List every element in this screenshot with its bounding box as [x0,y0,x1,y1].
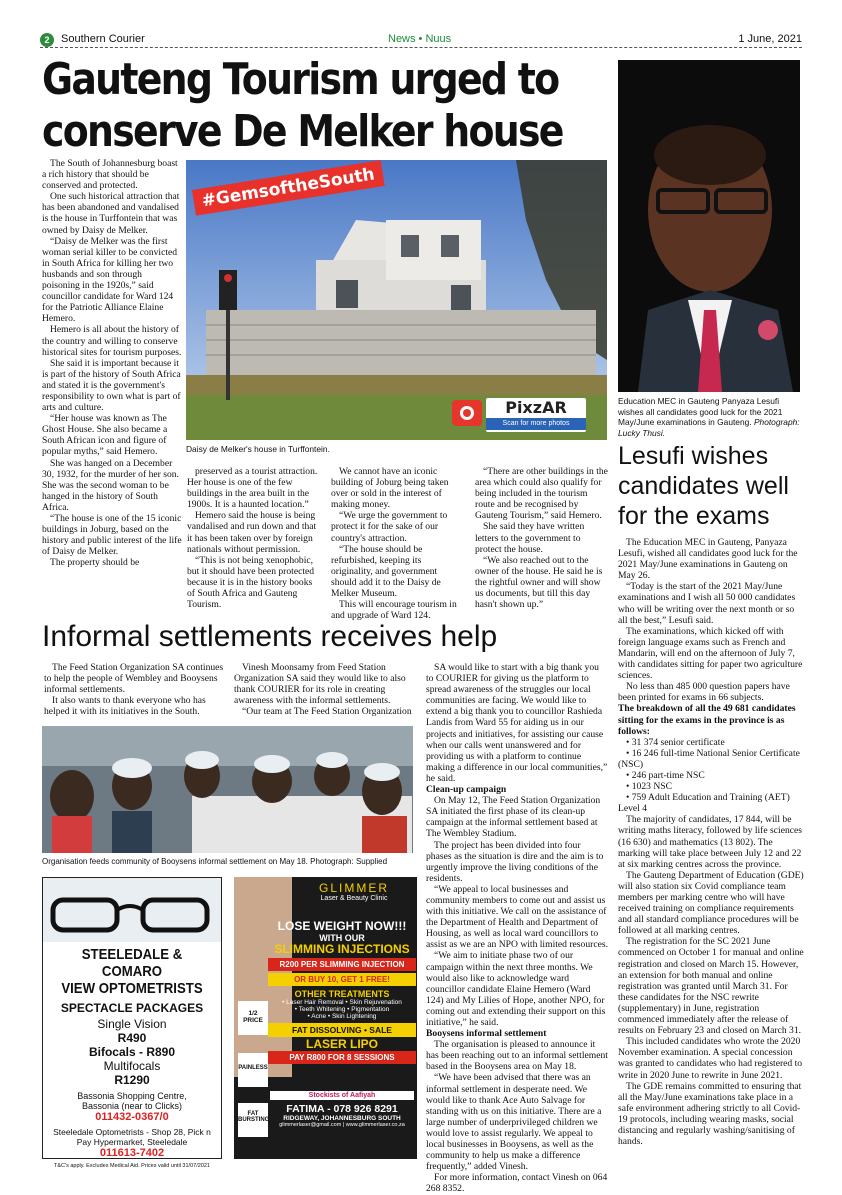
paragraph: The Gauteng Department of Education (GDE) will also station six Covid compliance team members per marking centre who will have received training on compliance requirements and all standard compliance procedures will be followed at all marking centres. [618,869,804,937]
paragraph: “We have been advised that there was an informal settlement in desperate need. We would like to thank Ace Auto Salvage for standing with us on this initiative. There are a large number of underprivileged children we would love to assist regularly. We appeal to local businesses in Booysens, as well as the community to help us make a difference frequently,” added Vinesh. [426,1072,602,1173]
subheading: Booysens informal settlement [426,1028,547,1040]
paragraph: The organisation is pleased to announce it has been reaching out to an informal settlement based in the Booysens area on May 18. [426,1039,608,1073]
glimmer-brand-sub: Laser & Beauty Clinic [320,895,388,902]
glimmer-brand: GLIMMER [318,881,389,895]
glimmer-fat-dissolving: FAT DISSOLVING • SALE [268,1023,416,1037]
glimmer-pay-line: PAY R800 FOR 8 SESSIONS [268,1051,416,1064]
glasses-image [43,878,221,942]
multifocals-price: R1290 [114,1073,150,1087]
paragraph: “Today is the start of the 2021 May/June examinations and I wish all 50 000 candidates who will be writing over the next month or so all the best,” Lesufi said. [618,581,796,626]
paragraph: “The house is one of the 15 iconic buildings in Joburg, based on the history and public interest of the life of Daisy de Melker. [42,513,182,558]
informal-headline: Informal settlements receives help [42,620,498,653]
single-vision-label: Single Vision [97,1017,167,1031]
paragraph: Hemero said the house is being vandalised and run down and that it has been taken over by foreign nationals without permission. [187,510,317,555]
feeding-photo-caption: Organisation feeds community of Booysens informal settlement on May 18. Photograph: Supplied [42,857,388,866]
optometrist-title1: STEELEDALE & COMARO [81,946,183,980]
issue-date: 1 June, 2021 [738,33,802,45]
paragraph: It also wants to thank everyone who has helped it with its initiatives in the South. [44,695,206,718]
breakdown-item: • 759 Adult Education and Training (AET) Level 4 [618,792,790,815]
paragraph: “We urge the government to protect it for the sake of our country's attraction. [331,510,448,544]
paragraph: Hemero is all about the history of the country and willing to conserve historical sites for tourism purposes. [42,324,182,358]
glimmer-price-line: R200 PER SLIMMING INJECTION [268,958,416,971]
feeding-illustration [42,726,413,853]
glimmer-laser-lipo: LASER LIPO [305,1037,378,1051]
main-headline: Gauteng Tourism urged to conserve De Melker house [42,54,563,157]
spectacle-packages: SPECTACLE PACKAGES [60,1001,204,1015]
paragraph: This included candidates who wrote the 2020 November examination. A special concession was granted to candidates who had registered to write in 2020 June to rewrite in June 2021. [618,1036,803,1081]
main-article-col2 [187,466,321,612]
bifocals-price: Bifocals - R890 [88,1045,176,1059]
informal-col3 [426,662,608,1195]
breakdown-item: • 1023 NSC [626,781,673,793]
informal-col1 [44,662,224,722]
glimmer-contact[interactable]: FATIMA - 078 926 8291 [286,1103,398,1115]
paragraph: SA would like to start with a big thank you to COURIER for giving us the platform to spread awareness of the struggles our local communities are facing. We would like to extend a big thank you to councillor Rashieda Landis from Ward 55 for aiding us in our projects and initiatives, for assisting our cause when our calls went unanswered and for providing us with a platform to continue making a difference in our local communities,” he said. [426,662,608,784]
paragraph: This will encourage tourism in and upgrade of Ward 124. [331,599,457,622]
side-headline: Lesufi wishes candidates well for the exams [618,442,789,530]
paragraph: “We aim to initiate phase two of our campaign within the next three months. We would also like to acknowledge ward councillor candidate Elaine Hemero (Ward 124) and My Lilies of Hope, another NPO, for coming out and extending their support on this initiative,” he said. [426,950,606,1028]
portrait-illustration [618,60,800,392]
optometrist-title2: VIEW OPTOMETRISTS [61,980,203,997]
multifocals-label: Multifocals [103,1059,161,1073]
ad-footnote: T&C's apply. Excludes Medical Aid. Prices valid until 31/07/2021 [54,1163,210,1169]
optometrist-ad[interactable] [42,877,222,1169]
location-bassonia: Bassonia Shopping Centre, [77,1091,187,1101]
paragraph: “We appeal to local businesses and community members to come out and assist us with this initiative. We call on the assistance of the Department of Health and Department of Housing, as well as local ward councillors to assist as we are an NPO with limited resources. [426,883,608,951]
paragraph: “There are other buildings in the area which could also qualify for being included in the tourism route and be recognised by Gauteng Tourism,” said Hemero. [475,466,608,522]
fat-bursting-badge: FAT BURSTING [238,1103,268,1137]
paragraph: “Her house was known as The Ghost House. She also became a South African icon and figure of popular myths,” said Hemero. [42,413,168,458]
paragraph: She said it is important because it is part of the history of South Africa and stated it is the government's responsibility to own what is part of arts and culture. [42,357,181,414]
paragraph: The GDE remains committed to ensuring that all the May/June examinations take place in a safe environment adhering strictly to all Covid-19 protocols, including wearing masks, social distancing and regularly washing/sanitising of hands. [618,1080,802,1148]
house-photo [186,160,607,440]
informal-col2 [234,662,414,722]
paragraph: One such historical attraction that has been abandoned and vandalised is the house in Turffontein that was owned by Daisy de Melker. [42,191,180,236]
paragraph: The registration for the SC 2021 June commenced on October 1 for manual and online registration and closed on March 15. However, an extension for both manual and online registration was granted until March 31. For these candidates for the NSC rewrite (supplementary) in June, registration commenced immediately after the release of results on February 23 and closed on March 31. [618,936,804,1037]
paragraph: “Daisy de Melker was the first woman serial killer to be convicted in South Africa for killing her two husbands and son through poisoning in the 1920s,” said councillor candidate for Ward 124 for the Patriotic Alliance Elaine Hemero. [42,235,178,325]
location-steeledale: Steeledale Optometrists - Shop 28, Pick n Pay Hypermarket, Steeledale [53,1127,211,1147]
subheading: The breakdown of all the 49 681 candidates sitting for the exams in the province is as follows: [618,703,796,737]
paragraph: The South of Johannesburg boast a rich history that should be conserved and protected. [42,158,178,192]
phone-bassonia[interactable]: 011432-0367/0 [95,1111,169,1123]
glimmer-other-treatments: OTHER TREATMENTS [294,989,390,999]
lesufi-photo-caption: Education MEC in Gauteng Panyaza Lesufi wishes all candidates good luck for the 2021 May/June examinations in Gauteng. Photograph: Lucky Thusi. [618,396,800,438]
paragraph: The project has been divided into four phases as the situation is dire and the aim is to urgently improve the living conditions of the residents. [426,839,604,884]
paragraph: She was hanged on a December 30, 1932, for the murder of her son. She was the second woman to be hanged in the history of South Africa. [42,457,179,513]
glimmer-headline: LOSE WEIGHT NOW!!! [277,919,407,933]
glimmer-treatments2: • Teeth Whitening • Pigmentation [294,1006,390,1013]
camera-icon [452,400,482,426]
half-price-badge: 1/2 PRICE [238,1001,268,1035]
paragraph: We cannot have an iconic building of Joburg being taken over or sold in the interest of making money. [331,466,449,511]
glimmer-address: RIDGEWAY, JOHANNESBURG SOUTH [283,1115,401,1122]
glimmer-buy-line: OR BUY 10, GET 1 FREE! [268,973,416,986]
paragraph: For more information, contact Vinesh on 064 268 8352. [426,1172,608,1195]
breakdown-item: • 16 246 full-time National Senior Certificate (NSC) [618,747,800,770]
page-number: 2 [40,33,54,47]
location-bassonia-detail: Bassonia (near to Clicks) [81,1101,183,1111]
feeding-photo [42,726,413,853]
paragraph: The property should be [50,557,140,569]
subheading: Clean-up campaign [426,784,507,796]
breakdown-item: • 31 374 senior certificate [626,736,725,748]
glimmer-stockists: Stockists of Aafiyah [270,1091,414,1100]
paragraph: “Our team at The Feed Station Organization [242,706,412,718]
paragraph: The examinations, which kicked off with foreign language exams such as French and Mandarin, will end on the afternoon of July 7, with candidates sitting for paper two agriculture sciences. [618,625,803,682]
glimmer-treatments1: • Laser Hair Removal • Skin Rejuvenation [282,999,402,1006]
photo-credit: Photograph: Lucky Thusi. [618,417,800,438]
phone-steeledale[interactable]: 011613-7402 [99,1147,165,1159]
paragraph: The majority of candidates, 17 844, will be writing maths literacy, followed by life sciences (16 630) and mathematics (13 802). The marking will take place between July 12 and 22 at six marking centres across the province. [618,814,803,870]
paragraph: Vinesh Moonsamy from Feed Station Organization SA said they would like to also thank COURIER for its role in creating awareness with the informal settlements. [234,662,406,707]
breakdown-item: • 246 part-time NSC [626,769,705,781]
paragraph: “The house should be refurbished, keeping its originality, and government should add it to the Daisy de Melker Museum. [331,543,441,600]
paragraph: She said they have written letters to the government to protect the house. [475,521,585,555]
paragraph: No less than 485 000 question papers have been printed for exams in 66 subjects. [618,681,790,704]
house-photo-caption: Daisy de Melker's house in Turffontein. [186,444,330,454]
paragraph: “We also reached out to the owner of the house. He said he is the rightful owner and will show us documents, but till this day hasn't shown up.” [475,554,603,611]
paragraph: preserved as a tourist attraction. Her house is one of the few buildings in the area built in the 1900s. It is a haunted location.” [187,466,318,511]
paragraph: The Feed Station Organization SA continues to help the people of Wembley and Booysens informal settlements. [44,662,224,696]
glimmer-with-our: WITH OUR [319,933,365,943]
glimmer-ad[interactable] [234,877,417,1159]
gems-of-the-south-tag: #GemsoftheSouth [192,160,384,216]
glimmer-slimming: SLIMMING INJECTIONS [274,942,410,956]
paragraph: The Education MEC in Gauteng, Panyaza Lesufi, wished all candidates good luck for the 2021 May/June examinations in Gauteng on May 26. [618,537,798,582]
page-header [40,32,802,48]
painless-badge: PAINLESS [238,1053,268,1087]
main-article-col4 [475,466,609,612]
glasses-icon [43,878,223,942]
main-article-col3 [331,466,465,622]
paragraph: “This is not being xenophobic, but it should have been protected because it is in the history books of South Africa and Gauteng Tourism. [187,554,315,611]
glimmer-treatments3: • Acne • Skin Lightening [307,1013,377,1020]
publication-name: Southern Courier [61,33,145,45]
paragraph: On May 12, The Feed Station Organization SA initiated the first phase of its clean-up campaign at the informal settlement based at The Wembley Stadium. [426,795,601,840]
glimmer-web[interactable]: glimmerlaser@gmail.com | www.glimmerlaser.co.za [279,1122,405,1128]
lesufi-photo [618,60,800,392]
main-article-col1 [42,158,182,610]
section-label: News • Nuus [388,33,452,45]
pixzar-logo: PixzAR Scan for more photos [486,398,586,432]
side-article-body [618,537,804,1157]
single-vision-price: R490 [117,1031,147,1045]
